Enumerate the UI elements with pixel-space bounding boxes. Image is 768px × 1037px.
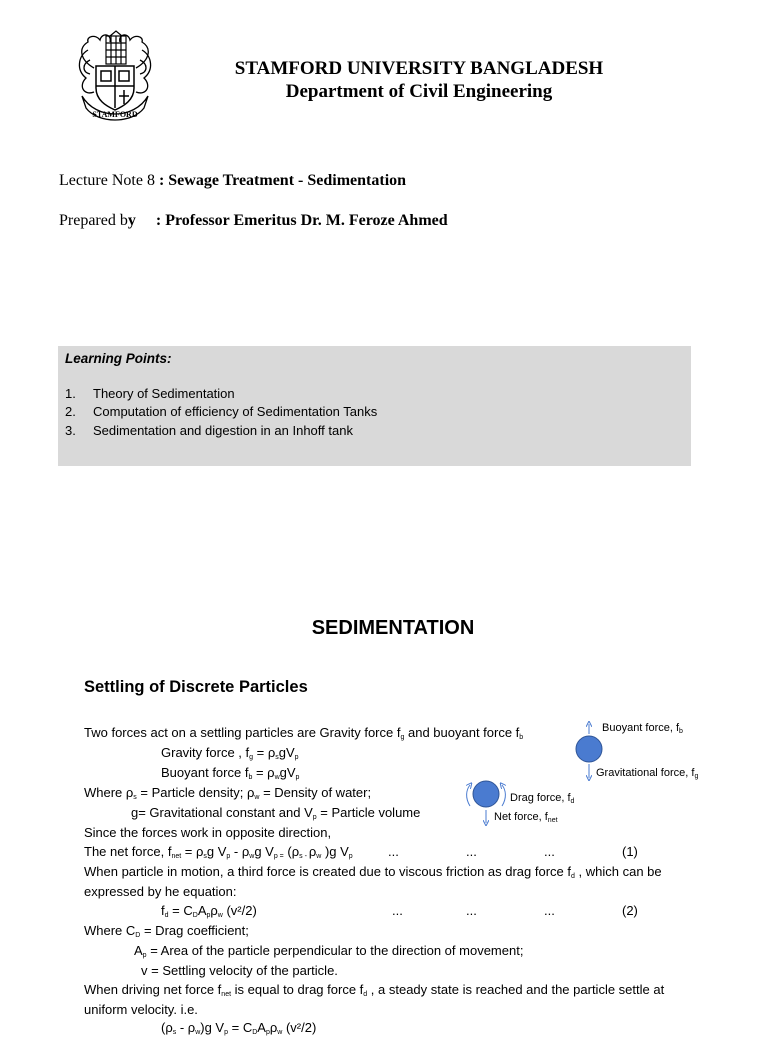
eq-dots: ... bbox=[466, 903, 477, 918]
drag-arrow bbox=[467, 785, 470, 806]
drag-arrow bbox=[502, 785, 505, 806]
body-line-uniform: uniform velocity. i.e. bbox=[84, 1002, 198, 1017]
eq-dots: ... bbox=[392, 903, 403, 918]
lecture-title: : Sewage Treatment - Sedimentation bbox=[158, 172, 407, 189]
prepared-label: Prepared b bbox=[59, 212, 128, 229]
particle-circle bbox=[473, 781, 499, 807]
eq-dots: ... bbox=[466, 844, 477, 859]
gravity-force-eq: Gravity force , $f_g = \rho_sgV_p$ bbox=[161, 745, 299, 761]
drag-force-eq: $f_d = C_DA_p\rho_w$ (v²/2) bbox=[161, 903, 257, 919]
body-line-steady-state: When driving net force $f_{net}$ is equal to drag force $f_d$ , a steady state is reached and the particle settle at bbox=[84, 982, 665, 998]
eq-dots: ... bbox=[544, 903, 555, 918]
velocity-definition: v = Settling velocity of the particle. bbox=[141, 963, 338, 978]
equation-number: (1) bbox=[622, 844, 638, 859]
gravity-definition: g= Gravitational constant and $V_p$ = Particle volume bbox=[131, 805, 421, 821]
equation-number: (2) bbox=[622, 903, 638, 918]
learning-point-item: 3. Sedimentation and digestion in an Inhoff tank bbox=[65, 423, 353, 438]
learning-point-item: 2. Computation of efficiency of Sedimentation Tanks bbox=[65, 404, 378, 419]
logo-text: STAMFORD bbox=[92, 110, 138, 119]
lecture-label: Lecture Note 8 bbox=[59, 172, 159, 189]
drag-label: Drag force, $f_d$ bbox=[510, 792, 575, 805]
eq-dots: ... bbox=[544, 844, 555, 859]
body-line-drag-intro: When particle in motion, a third force is created due to viscous friction as drag force $f_d$ , which can be bbox=[84, 864, 662, 880]
prepared-label-bold: y bbox=[127, 212, 136, 229]
section-subtitle: Settling of Discrete Particles bbox=[84, 678, 308, 696]
net-force-eq: The net force, $f_{net} = \rho_sg$ $V_p - \rho_wg$ $V_{p =}$ ($\rho_{s -}$ $\rho_w$ )g $V_p$ bbox=[84, 844, 353, 860]
prepared-author: : Professor Emeritus Dr. M. Feroze Ahmed bbox=[155, 212, 448, 229]
drag-coeff-definition: Where $C_D$ = Drag coefficient; bbox=[84, 923, 249, 939]
density-definition: Where $\rho_s$ = Particle density; $\rho_w$ = Density of water; bbox=[84, 785, 372, 801]
section-title: SEDIMENTATION bbox=[311, 617, 475, 639]
body-line-1: Two forces act on a settling particles are Gravity force $f_g$ and buoyant force $f_b$ bbox=[84, 725, 524, 741]
body-line-opposite: Since the forces work in opposite direction, bbox=[84, 825, 332, 840]
learning-points-title: Learning Points: bbox=[65, 351, 172, 366]
learning-point-item: 1. Theory of Sedimentation bbox=[65, 386, 235, 401]
buoyant-label: Buoyant force, $f_b$ bbox=[602, 722, 683, 735]
prepared-by bbox=[59, 212, 448, 230]
particle-circle bbox=[576, 736, 602, 762]
steady-state-eq: $(\rho_s - \rho_w)g$ $V_p = C_DA_p\rho_w$ (v²/2) bbox=[161, 1020, 317, 1036]
eq-dots: ... bbox=[388, 844, 399, 859]
gravitational-label: Gravitational force, $f_g$ bbox=[596, 767, 699, 780]
body-line-drag-intro-2: expressed by he equation: bbox=[84, 884, 237, 899]
lecture-note bbox=[59, 172, 406, 190]
area-definition: $A_p$ = Area of the particle perpendicular to the direction of movement; bbox=[134, 943, 524, 959]
buoyant-force-eq: Buoyant force $f_b = \rho_wgV_p$ bbox=[161, 765, 300, 781]
department-name: Department of Civil Engineering bbox=[285, 81, 553, 102]
net-label: Net force, $f_{net}$ bbox=[494, 811, 558, 824]
university-name: STAMFORD UNIVERSITY BANGLADESH bbox=[234, 58, 604, 79]
